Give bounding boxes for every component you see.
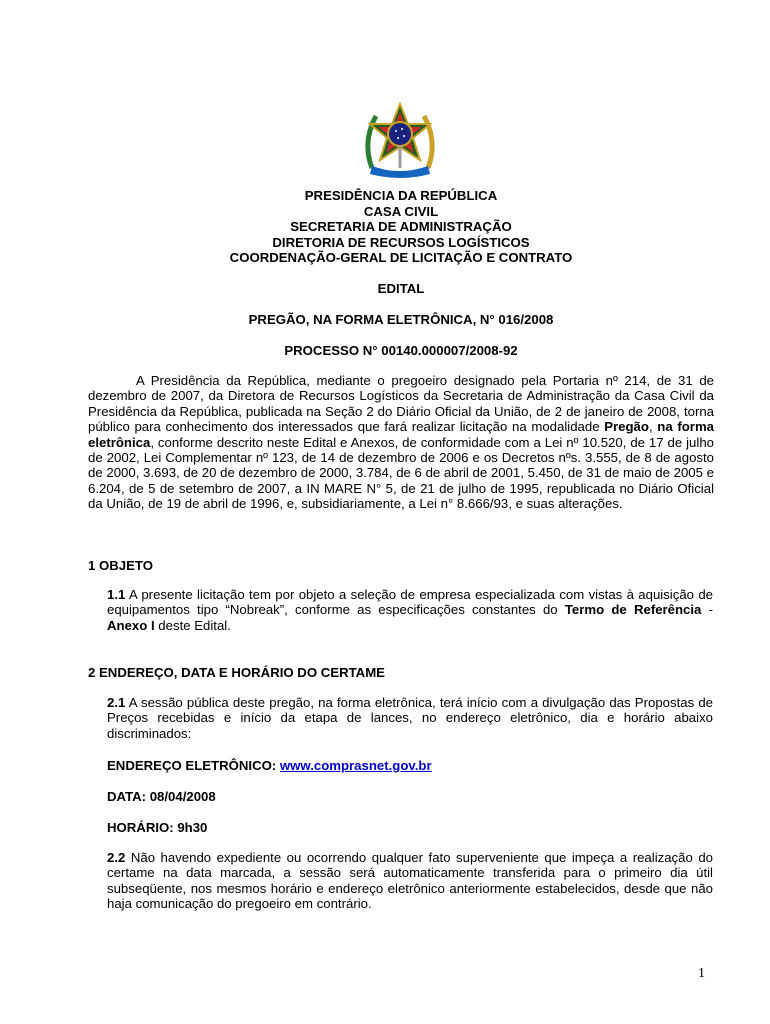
data-line: DATA: 08/04/2008: [107, 789, 216, 804]
paragraph-text: deste Edital.: [154, 617, 231, 633]
header-line: DIRETORIA DE RECURSOS LOGÍSTICOS: [272, 234, 530, 250]
paragraph-number: 1.1: [107, 587, 126, 602]
paragraph-1-1: [107, 587, 713, 633]
paragraph-number: 2.2: [107, 850, 126, 865]
intro-bold-pregao: Pregão: [604, 419, 649, 435]
paragraph-text: A presente licitação tem por objeto a seleção de empresa especializada com vistas à aquisição de equipamentos tipo “Nobreak”, conforme as especificações constantes do: [107, 587, 713, 618]
intro-paragraph: [88, 373, 714, 512]
anexo-i: Anexo I: [107, 617, 155, 633]
horario-line: HORÁRIO: 9h30: [107, 820, 208, 835]
section-1-title: 1 OBJETO: [88, 558, 153, 573]
section-2-title: 2 ENDEREÇO, DATA E HORÁRIO DO CERTAME: [88, 665, 385, 680]
intro-text: , conforme descrito neste Edital e Anexos, de conformidade com a Lei nº 10.520, de 17 de julho de 2002, Lei Complementar nº 123, de 14 de dezembro de 2006 e os Decretos nºs. 3.555, de 8 de agosto de 2000, 3.693, de 20 de dezembro de 2000, 3.784, de 6 de abril de 2001, 5.450, de 31 de maio de 2005 e 6.204, de 5 de setembro de 2007, a IN MARE N° 5, de 21 de julho de 1995, republicada no Diário Oficial da União, de 19 de abril de 1996, e, subsidiariamente, a Lei n° 8.666/93, e suas alterações.: [88, 434, 714, 512]
header-line: PRESIDÊNCIA DA REPÚBLICA: [304, 188, 498, 203]
processo-title: PROCESSO N° 00140.000007/2008-92: [284, 343, 518, 358]
intro-text: ,: [648, 419, 658, 435]
endereco-label: ENDEREÇO ELETRÔNICO:: [107, 758, 280, 773]
paragraph-2-2: [107, 850, 713, 912]
paragraph-number: 2.1: [107, 695, 126, 710]
paragraph-2-1: [107, 695, 713, 741]
endereco-line: [107, 758, 432, 773]
edital-title: EDITAL: [377, 281, 425, 296]
brazil-coat-of-arms-icon: [358, 102, 442, 180]
pregao-title: PREGÃO, NA FORMA ELETRÔNICA, N° 016/2008: [248, 312, 554, 327]
header-line: SECRETARIA DE ADMINISTRAÇÃO: [290, 219, 512, 234]
header-block: [88, 188, 714, 266]
page-number: 1: [698, 966, 705, 981]
paragraph-text: Não havendo expediente ou ocorrendo qualquer fato superveniente que impeça a realização do certame na data marcada, a sessão será automaticamente transferida para o primeiro dia útil subseqüente, nos mesmos horário e endereço eletrônico anteriormente estabelecidos, desde que não haja comunicação do pregoeiro em contrário.: [107, 850, 713, 912]
intro-text: A Presidência da República, mediante o pregoeiro designado pela Portaria nº 214, de 31 de dezembro de 2007, da Diretora de Recursos Logísticos da Secretaria de Administração da Casa Civil da Presidência da República, publicada na Seção 2 do Diário Oficial da União, de 2 de janeiro de 2008, torna público para conhecimento dos interessados que fará realizar licitação na modalidade: [88, 373, 714, 435]
paragraph-text: -: [701, 602, 713, 618]
termo-referencia: Termo de Referência: [564, 602, 702, 618]
comprasnet-link[interactable]: www.comprasnet.gov.br: [279, 758, 432, 773]
intro-bold-eletronica: na forma eletrônica: [88, 419, 715, 450]
header-line: COORDENAÇÃO-GERAL DE LICITAÇÃO E CONTRATO: [229, 250, 573, 265]
paragraph-text: A sessão pública deste pregão, na forma eletrônica, terá início com a divulgação das Propostas de Preços recebidas e início da etapa de lances, no endereço eletrônico, dia e horário abaixo discriminados:: [107, 695, 713, 741]
header-line: CASA CIVIL: [363, 203, 439, 219]
